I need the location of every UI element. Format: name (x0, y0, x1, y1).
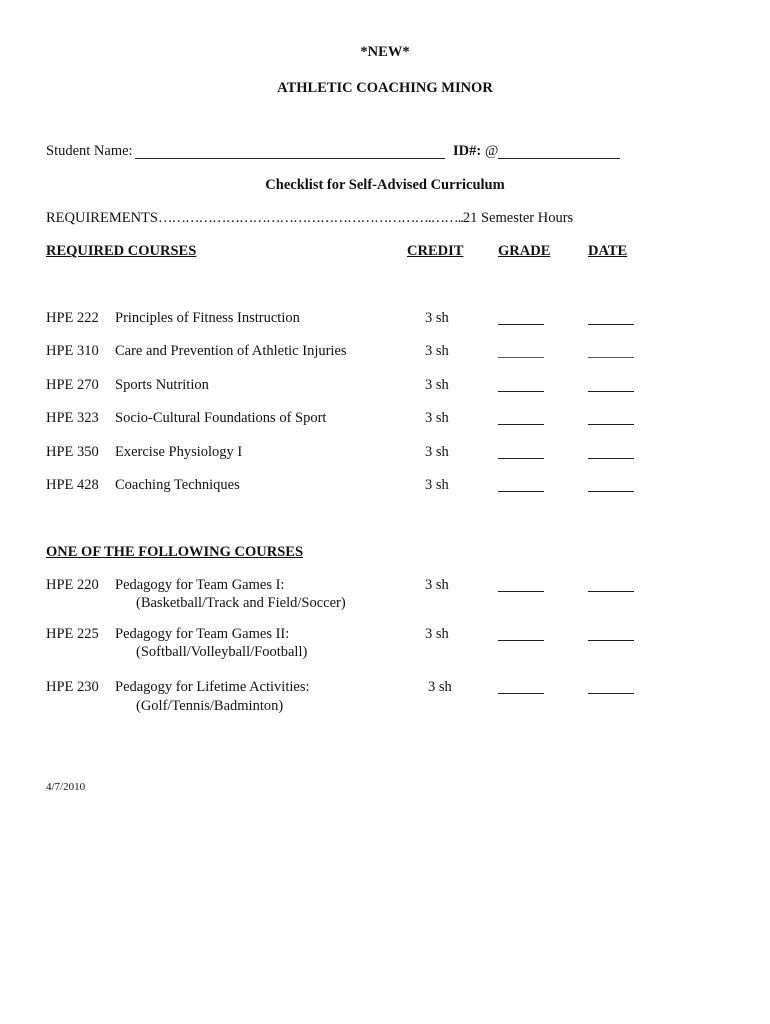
page-title: ATHLETIC COACHING MINOR (277, 80, 493, 96)
date-field[interactable] (588, 591, 634, 592)
requirements-hours: 21 Semester Hours (462, 210, 574, 226)
course-code: HPE 222 (46, 310, 99, 326)
course-code: HPE 310 (46, 343, 99, 359)
course-title: Coaching Techniques (115, 477, 240, 493)
date-field[interactable] (588, 324, 634, 325)
course-code: HPE 270 (46, 377, 99, 393)
course-title: Pedagogy for Lifetime Activities: (115, 679, 310, 695)
course-credit: 3 sh (425, 477, 449, 493)
course-credit: 3 sh (425, 310, 449, 326)
course-subtitle: (Basketball/Track and Field/Soccer) (136, 595, 346, 611)
course-code: HPE 323 (46, 410, 99, 426)
course-credit: 3 sh (428, 679, 452, 695)
course-code: HPE 350 (46, 444, 99, 460)
requirements-label: REQUIREMENTS (46, 210, 158, 226)
course-title: Exercise Physiology I (115, 444, 243, 460)
credit-column-header: CREDIT (407, 243, 464, 259)
grade-field[interactable] (498, 324, 544, 325)
date-field[interactable] (588, 458, 634, 459)
header-new: *NEW* (360, 44, 410, 60)
course-code: HPE 230 (46, 679, 99, 695)
date-field[interactable] (588, 640, 634, 641)
student-name-field[interactable] (135, 158, 445, 159)
student-id-prefix: @ (485, 143, 499, 159)
date-field[interactable] (588, 424, 634, 425)
course-code: HPE 428 (46, 477, 99, 493)
date-field[interactable] (588, 693, 634, 694)
grade-field[interactable] (498, 458, 544, 459)
date-column-header: DATE (588, 243, 628, 259)
requirements-line (46, 210, 573, 227)
course-credit: 3 sh (425, 377, 449, 393)
student-id-label: ID#: (453, 143, 482, 159)
grade-field[interactable] (498, 357, 544, 358)
course-title: Sports Nutrition (115, 377, 209, 393)
course-credit: 3 sh (425, 410, 449, 426)
grade-column-header: GRADE (498, 243, 551, 259)
course-credit: 3 sh (425, 626, 449, 642)
date-field[interactable] (588, 357, 634, 358)
course-code: HPE 225 (46, 626, 99, 642)
grade-field[interactable] (498, 391, 544, 392)
date-field[interactable] (588, 491, 634, 492)
grade-field[interactable] (498, 424, 544, 425)
requirements-leader: …………………………………………………….…….. (157, 210, 463, 226)
elective-courses-heading: ONE OF THE FOLLOWING COURSES (46, 544, 304, 560)
course-credit: 3 sh (425, 444, 449, 460)
course-title: Care and Prevention of Athletic Injuries (115, 343, 347, 359)
course-title: Pedagogy for Team Games II: (115, 626, 290, 642)
grade-field[interactable] (498, 591, 544, 592)
student-id-field[interactable] (498, 158, 620, 159)
footer-date: 4/7/2010 (46, 781, 86, 793)
grade-field[interactable] (498, 491, 544, 492)
checklist-title: Checklist for Self-Advised Curriculum (265, 177, 505, 193)
course-title: Socio-Cultural Foundations of Sport (115, 410, 327, 426)
student-name-label: Student Name: (46, 143, 133, 159)
course-title: Pedagogy for Team Games I: (115, 577, 285, 593)
grade-field[interactable] (498, 693, 544, 694)
course-credit: 3 sh (425, 577, 449, 593)
course-subtitle: (Golf/Tennis/Badminton) (136, 698, 284, 714)
required-courses-heading: REQUIRED COURSES (46, 243, 197, 259)
course-subtitle: (Softball/Volleyball/Football) (136, 644, 308, 660)
course-title: Principles of Fitness Instruction (115, 310, 300, 326)
date-field[interactable] (588, 391, 634, 392)
course-credit: 3 sh (425, 343, 449, 359)
course-code: HPE 220 (46, 577, 99, 593)
grade-field[interactable] (498, 640, 544, 641)
